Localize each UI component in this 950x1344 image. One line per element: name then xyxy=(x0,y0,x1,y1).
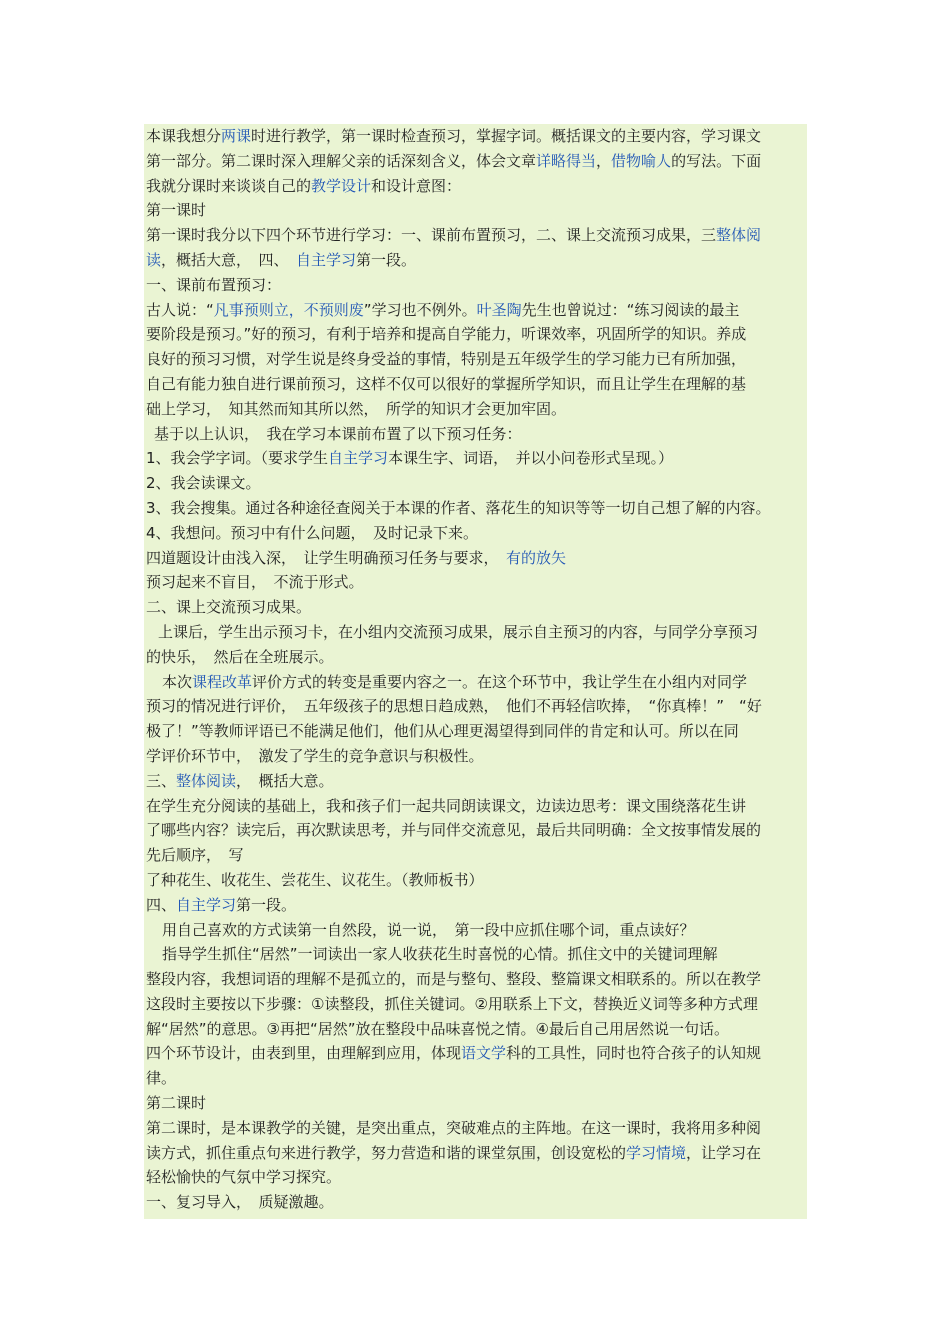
text-span: 2、我会读课文。 xyxy=(146,474,261,493)
inline-link[interactable]: 详略得当 xyxy=(536,151,597,170)
inline-link[interactable]: 课程改革 xyxy=(192,672,253,691)
text-span: 极了！”等教师评语已不能满足他们，他们从心理更渴望得到同伴的肯定和认可。所以在同 xyxy=(146,722,739,741)
text-span: 一、课前布置预习： xyxy=(146,275,282,294)
text-line xyxy=(146,1041,807,1066)
text-span: 本课我想分 xyxy=(146,127,222,145)
text-span: 本次 xyxy=(162,672,193,691)
text-line xyxy=(146,1116,807,1141)
text-line xyxy=(146,967,807,992)
text-line xyxy=(146,570,807,595)
text-span: 的写法。下面 xyxy=(671,151,762,170)
text-line xyxy=(146,1066,807,1091)
text-span: 上课后，学生出示预习卡，在小组内交流预习成果，展示自主预习的内容，与同学分享预习 xyxy=(158,622,759,641)
text-span: 第一段。 xyxy=(356,250,417,269)
inline-link[interactable]: 自主学习 xyxy=(176,895,237,914)
text-span: 整段内容，我想词语的理解不是孤立的，而是与整句、整段、整篇课文相联系的。所以在教学 xyxy=(146,970,762,989)
text-span: 这段时主要按以下步骤：①读整段，抓住关键词。②用联系上下文，替换近义词等多种方式理 xyxy=(146,994,758,1013)
text-line xyxy=(146,223,807,248)
text-line xyxy=(146,1165,807,1190)
text-span: 了种花生、收花生、尝花生、议花生。（教师板书） xyxy=(146,870,484,889)
inline-link[interactable]: 自主学习 xyxy=(328,449,389,468)
text-line xyxy=(146,471,807,496)
text-line xyxy=(146,248,807,273)
inline-link[interactable]: 语文学 xyxy=(461,1044,507,1063)
text-span: 础上学习， 知其然而知其所以然， 所学的知识才会更加牢固。 xyxy=(146,399,567,418)
text-span: 先生也曾说过：“练习阅读的最主 xyxy=(521,300,740,319)
text-line xyxy=(146,1141,807,1166)
text-span: 的快乐， 然后在全班展示。 xyxy=(146,647,334,666)
text-line xyxy=(146,818,807,843)
text-span: 第二课时 xyxy=(146,1094,207,1113)
text-span: 先后顺序， 写 xyxy=(146,846,244,865)
inline-link[interactable]: 叶圣陶 xyxy=(476,300,522,319)
text-line xyxy=(146,149,807,174)
text-line xyxy=(146,670,807,695)
text-line xyxy=(146,347,807,372)
inline-link[interactable]: 整体阅读 xyxy=(176,771,237,790)
text-line xyxy=(146,521,807,546)
text-line xyxy=(146,942,807,967)
text-line xyxy=(146,1091,807,1116)
text-line xyxy=(146,546,807,571)
text-span: 预习的情况进行评价， 五年级孩子的思想日趋成熟， 他们不再轻信吹捧， “你真棒！” “好 xyxy=(146,697,762,716)
text-line xyxy=(146,372,807,397)
text-line xyxy=(146,322,807,347)
inline-link[interactable]: 整体阅 xyxy=(716,226,762,245)
text-line xyxy=(146,645,807,670)
text-span: 指导学生抓住“居然”一词读出一家人收获花生时喜悦的心情。抓住文中的关键词理解 xyxy=(162,945,718,964)
inline-link[interactable]: 教学设计 xyxy=(311,176,372,195)
text-line xyxy=(146,124,807,149)
text-span: 时进行教学，第一课时检查预习，掌握字词。概括课文的主要内容，学习课文 xyxy=(251,127,762,145)
text-line xyxy=(146,744,807,769)
text-span: 读方式，抓住重点句来进行教学，努力营造和谐的课堂氛围，创设宽松的 xyxy=(146,1143,627,1162)
text-line xyxy=(146,794,807,819)
text-span: ， 概括大意。 xyxy=(236,771,334,790)
text-line xyxy=(146,719,807,744)
text-span: 律。 xyxy=(146,1069,177,1088)
text-span: 第二课时，是本课教学的关键，是突出重点，突破难点的主阵地。在这一课时，我将用多种阅 xyxy=(146,1118,762,1137)
text-line xyxy=(146,198,807,223)
text-line xyxy=(146,298,807,323)
text-line xyxy=(146,893,807,918)
text-span: 3、我会搜集。通过各种途径查阅关于本课的作者、落花生的知识等等一切自己想了解的内容。 xyxy=(146,498,771,517)
inline-link[interactable]: 读 xyxy=(146,250,162,269)
text-span: 学评价环节中， 激发了学生的竞争意识与积极性。 xyxy=(146,746,484,765)
text-span: 基于以上认识， 我在学习本课前布置了以下预习任务： xyxy=(154,424,522,443)
text-line xyxy=(146,397,807,422)
text-span: 古人说：“ xyxy=(146,300,214,319)
text-span: 和设计意图： xyxy=(371,176,462,195)
text-span: 一、复习导入， 质疑激趣。 xyxy=(146,1193,334,1212)
text-span: ”学习也不例外。 xyxy=(363,300,477,319)
text-span: 本课生字、词语， 并以小问卷形式呈现。） xyxy=(388,449,674,468)
text-span: 二、课上交流预习成果。 xyxy=(146,598,312,617)
text-span: 科的工具性，同时也符合孩子的认知规 xyxy=(506,1044,762,1063)
text-line xyxy=(146,769,807,794)
text-span: 轻松愉快的气氛中学习探究。 xyxy=(146,1168,342,1187)
text-line xyxy=(146,422,807,447)
inline-link[interactable]: 自主学习 xyxy=(296,250,357,269)
document-body xyxy=(144,124,807,1219)
inline-link[interactable]: 借物喻人 xyxy=(611,151,672,170)
text-span: 第一课时我分以下四个环节进行学习：一、课前布置预习，二、课上交流预习成果，三 xyxy=(146,226,717,245)
text-span: 我就分课时来谈谈自己的 xyxy=(146,176,312,195)
text-span: 三、 xyxy=(146,771,177,790)
text-span: 四道题设计由浅入深， 让学生明确预习任务与要求， xyxy=(146,548,507,567)
text-line xyxy=(146,446,807,471)
text-span: 4、我想问。预习中有什么问题， 及时记录下来。 xyxy=(146,523,479,542)
text-line xyxy=(146,868,807,893)
text-span: ，让学习在 xyxy=(686,1143,762,1162)
text-line xyxy=(146,992,807,1017)
text-span: 良好的预习习惯，对学生说是终身受益的事情，特别是五年级学生的学习能力已有所加强， xyxy=(146,350,747,369)
inline-link[interactable]: 凡事预则立，不预则废 xyxy=(213,300,364,319)
text-span: 解“居然”的意思。③再把“居然”放在整段中品味喜悦之情。④最后自己用居然说一句话。 xyxy=(146,1019,729,1038)
text-span: 第一部分。第二课时深入理解父亲的话深刻含义，体会文章 xyxy=(146,151,537,170)
text-line xyxy=(146,694,807,719)
text-span: 第一课时 xyxy=(146,201,207,220)
text-span: 用自己喜欢的方式读第一自然段，说一说， 第一段中应抓住哪个词，重点读好？ xyxy=(162,920,695,939)
text-span: 了哪些内容？读完后，再次默读思考，并与同伴交流意见，最后共同明确：全文按事情发展的 xyxy=(146,821,762,840)
text-span: 第一段。 xyxy=(236,895,297,914)
text-line xyxy=(146,496,807,521)
text-span: 四个环节设计，由表到里，由理解到应用，体现 xyxy=(146,1044,462,1063)
inline-link[interactable]: 学习情境 xyxy=(626,1143,687,1162)
text-line xyxy=(146,918,807,943)
text-line xyxy=(146,273,807,298)
text-span: 自己有能力独自进行课前预习，这样不仅可以很好的掌握所学知识，而且让学生在理解的基 xyxy=(146,374,747,393)
text-line xyxy=(146,174,807,199)
text-span: 评价方式的转变是重要内容之一。在这个环节中，我让学生在小组内对同学 xyxy=(252,672,748,691)
text-span: 要阶段是预习。”好的预习，有利于培养和提高自学能力，听课效率，巩固所学的知识。养成 xyxy=(146,325,747,344)
text-span: 在学生充分阅读的基础上，我和孩子们一起共同朗读课文，边读边思考：课文围绕落花生讲 xyxy=(146,796,747,815)
inline-link[interactable]: 两课 xyxy=(221,127,252,145)
inline-link[interactable]: 有的放矢 xyxy=(506,548,567,567)
text-line xyxy=(146,843,807,868)
text-line xyxy=(146,1017,807,1042)
text-span: ， xyxy=(596,151,612,170)
text-span: 预习起来不盲目， 不流于形式。 xyxy=(146,573,364,592)
text-span: 四、 xyxy=(146,895,177,914)
text-span: 1、我会学字词。（要求学生 xyxy=(146,449,329,468)
text-line xyxy=(146,1190,807,1215)
text-line xyxy=(146,620,807,645)
text-span: ，概括大意， 四、 xyxy=(161,250,297,269)
text-line xyxy=(146,595,807,620)
